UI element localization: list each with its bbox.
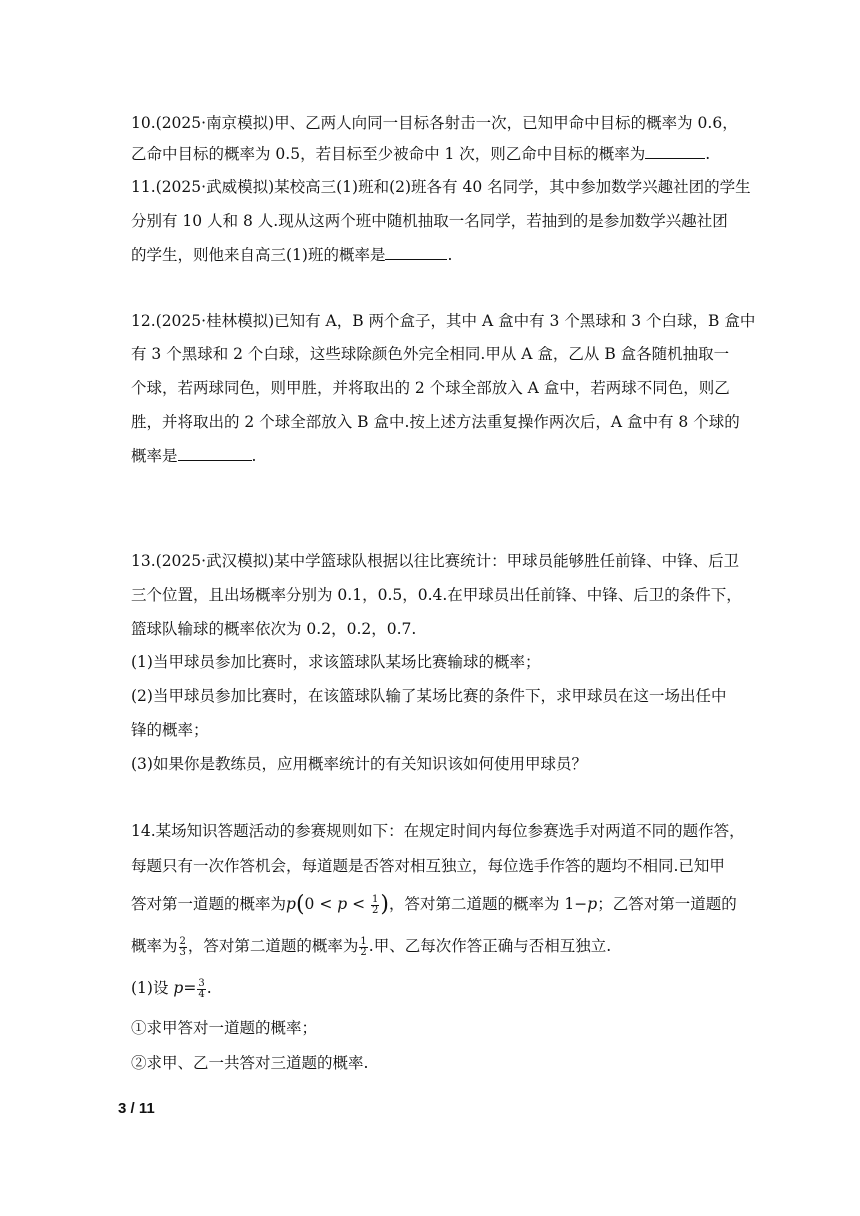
q12-line-4: 胜，并将取出的 2 个球全部放入 B 盒中.按上述方法重复操作两次后，A 盒中有 8 个球的 [131,413,740,431]
q12-answer-blank [178,446,252,461]
q12-line-5-text: 概率是 [131,447,178,465]
q14-line-3-text-c: ；乙答对第一道题的 [597,895,737,913]
q14-p-variable: p [286,895,296,913]
q11-line-3-text: 的学生，则他来自高三(1)班的概率是 [131,246,386,264]
q14-line-4 [131,935,731,958]
q14-line-3-text-a: 答对第一道题的概率为 [131,895,287,913]
q14-sub-1-equals: = [183,979,197,997]
q12-line-5 [131,445,731,467]
q14-half-fraction [371,895,379,916]
q11-line-1: 11.(2025·武威模拟)某校高三(1)班和(2)班各有 40 名同学，其中参加数学兴趣社团的学生 [131,178,751,196]
q14-half-den-2: 2 [360,946,367,958]
q14-half-num: 1 [372,893,379,905]
q14-close-paren: ) [380,892,389,917]
q10-answer-blank [645,144,705,159]
q14-three-quarters-den: 4 [198,988,205,1000]
q14-line-3 [131,892,737,917]
q14-half-num-2: 1 [360,935,367,947]
q13-line-1: 13.(2025·武汉模拟)某中学篮球队根据以往比赛统计：甲球员能够胜任前锋、中锋、后卫 [131,552,740,570]
q12-line-1: 12.(2025·桂林模拟)已知有 A，B 两个盒子，其中 A 盒中有 3 个黑球和 3 个白球，B 盒中 [131,312,756,330]
q14-two-thirds-fraction [179,937,187,958]
q13-sub-2-line-2: 锋的概率； [131,721,209,739]
q14-p-variable-2: p [587,895,598,913]
q11-period: . [447,246,453,264]
q14-three-quarters-fraction [197,979,205,1000]
q14-line-2: 每题只有一次作答机会，每道题是否答对相互独立，每位选手作答的题均不相同.已知甲 [131,857,725,875]
q14-three-quarters-num: 3 [198,977,205,989]
q14-line-4-text-a: 概率为 [131,937,178,955]
q14-line-4-text-b: ，答对第二道题的概率为 [187,937,359,955]
q14-circ-1: ①求甲答对一道题的概率； [131,1019,318,1037]
q10-line-2 [131,143,731,165]
q13-sub-1: (1)当甲球员参加比赛时，求该篮球队某场比赛输球的概率； [131,653,541,671]
q10-period: . [705,145,711,163]
q14-sub-1 [131,977,731,1000]
q14-half-den: 2 [372,904,379,916]
q10-line-2-text: 乙命中目标的概率为 0.5，若目标至少被命中 1 次，则乙命中目标的概率为 [131,145,646,163]
q13-line-2: 三个位置，且出场概率分别为 0.1，0.5，0.4.在甲球员出任前锋、中锋、后卫的条件下， [131,586,742,604]
q14-open-paren: ( [295,892,305,917]
q13-sub-3: (3)如果你是教练员，应用概率统计的有关知识该如何使用甲球员？ [131,755,587,773]
q12-line-3: 个球，若两球同色，则甲胜，并将取出的 2 个球全部放入 A 盒中，若两球不同色，则乙 [131,379,730,397]
q14-p-variable-inner: p [337,895,348,913]
q14-line-3-text-b: ，答对第二道题的概率为 1− [389,895,588,913]
q12-period: . [251,447,257,465]
q14-ineq-right: < [347,895,371,913]
page-number: 3 / 11 [118,1100,155,1117]
q14-line-1: 14.某场知识答题活动的参赛规则如下：在规定时间内每位参赛选手对两道不同的题作答， [131,822,745,840]
q14-ineq-left: 0 < [304,895,338,913]
q14-half-fraction-2 [359,937,367,958]
q11-line-2: 分别有 10 人和 8 人.现从这两个班中随机抽取一名同学，若抽到的是参加数学兴趣社团 [131,212,728,230]
q14-sub-1-p: p [173,979,184,997]
q11-answer-blank [385,245,447,260]
q13-sub-2-line-1: (2)当甲球员参加比赛时，在该篮球队输了某场比赛的条件下，求甲球员在这一场出任中 [131,687,727,705]
q14-line-4-text-c: .甲、乙每次作答正确与否相互独立. [368,937,612,955]
q12-line-2: 有 3 个黑球和 2 个白球，这些球除颜色外完全相同.甲从 A 盒，乙从 B 盒各随机抽取一 [131,345,730,363]
q14-two-thirds-den: 3 [179,946,186,958]
q13-line-3: 篮球队输球的概率依次为 0.2，0.2，0.7. [131,620,417,638]
q10-line-1: 10.(2025·南京模拟)甲、乙两人向同一目标各射击一次，已知甲命中目标的概率为 0.6， [131,114,738,132]
q14-sub-1-text: (1)设 [131,979,174,997]
q14-circ-2: ②求甲、乙一共答对三道题的概率. [131,1054,369,1072]
q14-two-thirds-num: 2 [179,935,186,947]
q14-sub-1-period: . [206,979,212,997]
q11-line-3 [131,244,731,266]
